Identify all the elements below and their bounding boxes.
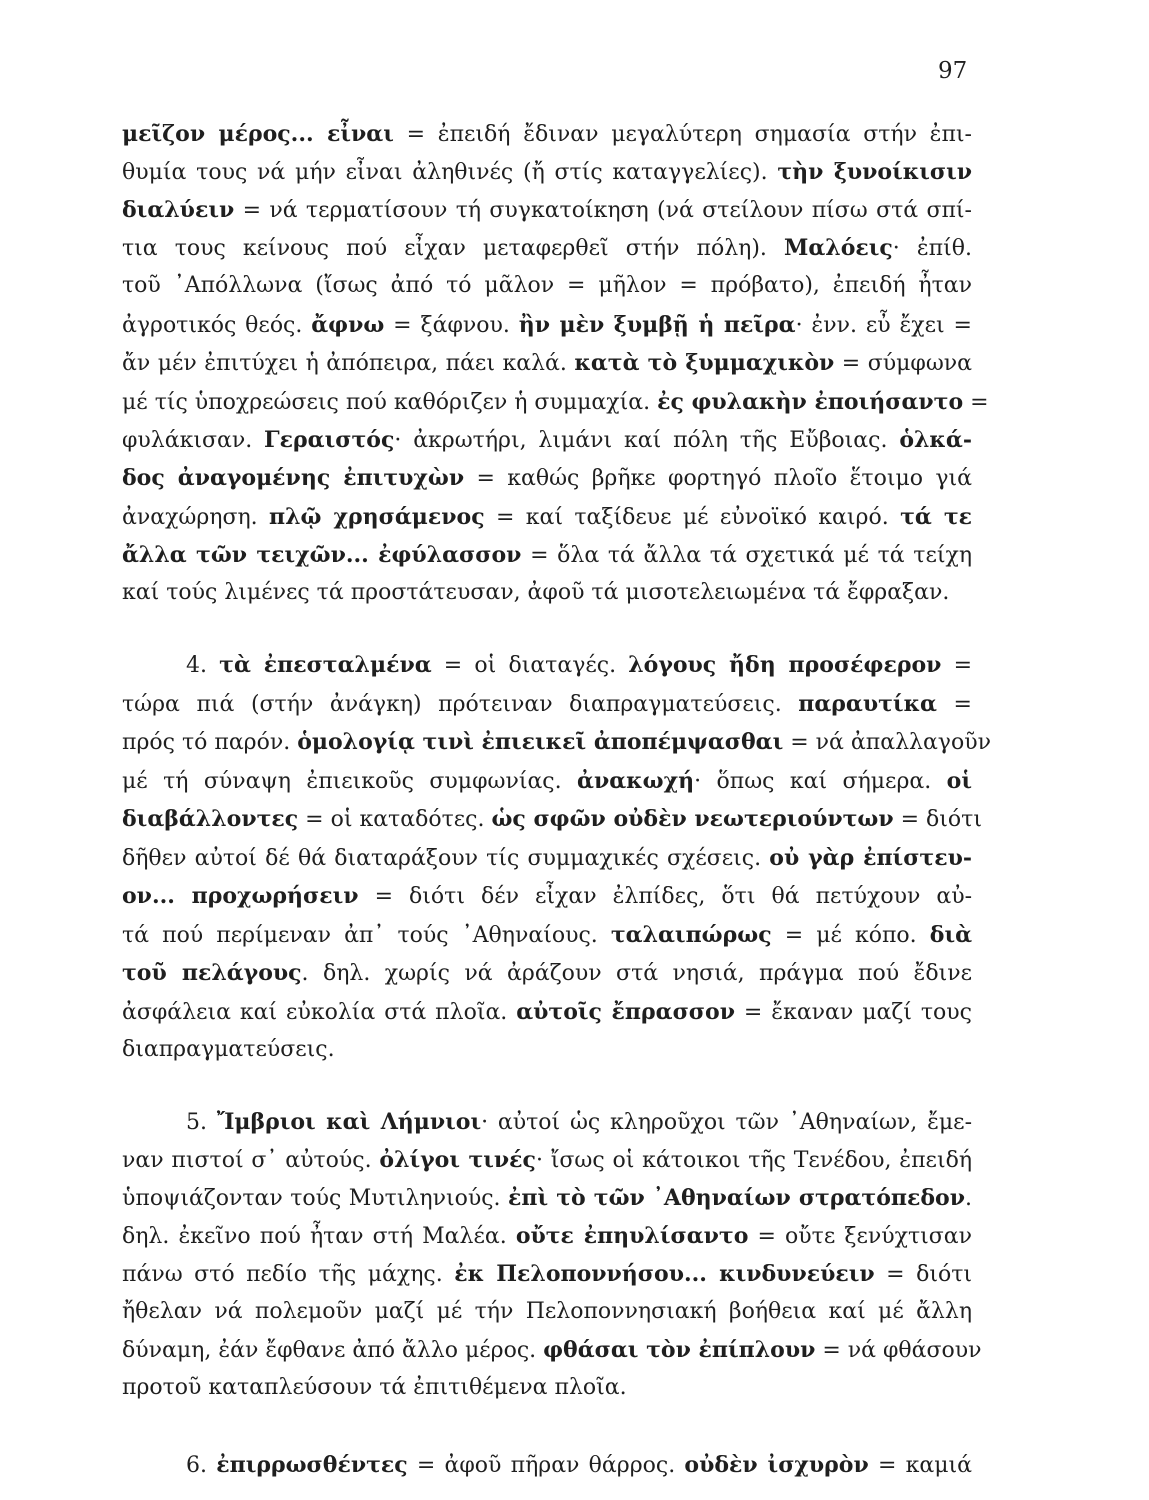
bold-lemma: ὁλκά-	[899, 427, 972, 453]
text-line	[122, 1032, 972, 1068]
bold-lemma: ἀνακωχή	[577, 768, 695, 794]
gloss-text: τοῦ ᾿Απόλλωνα (ἴσως ἀπό τό μᾶλον = μῆλον = πρόβατο), ἐπειδή ἦταν	[122, 273, 972, 298]
gloss-text: = οἱ καταδότες.	[298, 807, 492, 832]
bold-lemma: τὴν ξυνοίκισιν	[777, 159, 972, 185]
gloss-text: · ὅπως καί σήμερα.	[694, 769, 947, 794]
text-line	[122, 724, 991, 760]
gloss-text: πάνω στό πεδίο τῆς μάχης.	[122, 1262, 455, 1287]
text-line	[122, 268, 972, 304]
text-line	[122, 1142, 972, 1178]
bold-lemma: ἄφνω	[311, 312, 385, 338]
gloss-text: θυμία τους νά μήν εἶναι ἀληθινές (ἤ στίς καταγγελίες).	[122, 160, 778, 185]
text-line	[122, 1256, 972, 1292]
gloss-text: δηλ. ἐκεῖνο πού ἦταν στή Μαλέα.	[122, 1224, 516, 1249]
gloss-text: = καί ταξίδευε μέ εὐνοϊκό καιρό.	[484, 505, 901, 530]
gloss-text: = σύμφωνα	[834, 351, 972, 376]
gloss-text: = καθώς βρῆκε φορτηγό πλοῖο ἕτοιμο γιά	[464, 466, 972, 491]
gloss-text: · αὐτοί ὡς κληροῦχοι τῶν ᾿Αθηναίων, ἔμε-	[481, 1110, 973, 1135]
text-line	[122, 460, 972, 496]
gloss-text: δύναμη, ἐάν ἔφθανε ἀπό ἄλλο μέρος.	[122, 1338, 544, 1363]
bold-lemma: λόγους ἤδη προσέφερον	[628, 652, 942, 678]
text-line	[122, 994, 972, 1030]
text-line	[186, 647, 972, 683]
gloss-text: ἄν μέν ἐπιτύχει ἡ ἀπόπειρα, πάει καλά.	[122, 351, 575, 376]
text-line	[122, 1294, 972, 1330]
gloss-text: μέ τή σύναψη ἐπιεικοῦς συμφωνίας.	[122, 769, 578, 794]
gloss-text: = ἔκαναν μαζί τους	[734, 1000, 972, 1025]
bold-lemma: ὀλίγοι τινές	[379, 1147, 536, 1173]
text-line	[122, 230, 972, 266]
gloss-text: πρός τό παρόν.	[122, 730, 298, 755]
text-line	[122, 192, 972, 228]
gloss-text: διαπραγματεύσεις.	[122, 1037, 335, 1062]
bold-lemma: δος ἀναγομένης ἐπιτυχὼν	[122, 465, 465, 491]
text-line	[122, 345, 972, 381]
text-line	[122, 763, 972, 799]
gloss-text: = διότι	[893, 807, 982, 832]
text-line	[186, 1104, 972, 1140]
gloss-text: ἀγροτικός θεός.	[122, 313, 312, 338]
bold-lemma: ἄλλα τῶν τειχῶν... ἐφύλασσον	[122, 542, 522, 568]
bold-lemma: ον... προχωρήσειν	[122, 883, 359, 909]
bold-lemma: Μαλόεις	[784, 235, 893, 261]
gloss-text: · ἀκρωτήρι, λιμάνι καί πόλη τῆς Εὔβοιας.	[394, 428, 900, 453]
bold-lemma: τοῦ πελάγους	[122, 960, 302, 986]
bold-lemma: ἢν μὲν ξυμβῇ ἡ πεῖρα	[518, 312, 796, 338]
gloss-text: τά πού περίμεναν ἀπ᾿ τούς ᾿Αθηναίους.	[122, 923, 611, 948]
bold-lemma: οὐ γὰρ ἐπίστευ-	[769, 845, 972, 871]
bold-lemma: μεῖζον μέρος... εἶναι	[122, 121, 394, 147]
bold-lemma: οὐδὲν ἰσχυρὸν	[684, 1452, 869, 1478]
gloss-text: = ἀφοῦ πῆραν θάρρος.	[407, 1453, 685, 1478]
gloss-text: =	[963, 390, 989, 415]
gloss-text: · ἐπίθ.	[892, 236, 972, 261]
gloss-text: τια τους κείνους πού εἶχαν μεταφερθεῖ στήν πόλη).	[122, 236, 784, 261]
bold-lemma: πλῷ χρησάμενος	[269, 504, 485, 530]
bold-lemma: φθάσαι τὸν ἐπίπλουν	[543, 1337, 816, 1363]
text-line	[122, 801, 982, 837]
bold-lemma: ταλαιπώρως	[610, 922, 772, 948]
bold-lemma: οὔτε ἐπηυλίσαντο	[515, 1223, 749, 1249]
text-line	[122, 878, 972, 914]
gloss-text: =	[941, 653, 973, 678]
bold-lemma: τὰ ἐπεσταλμένα	[219, 652, 432, 678]
gloss-text: · ἴσως οἱ κάτοικοι τῆς Τενέδου, ἐπειδή	[535, 1148, 972, 1173]
gloss-text: = οἱ διαταγές.	[431, 653, 629, 678]
text-line	[122, 154, 972, 190]
bold-lemma: αὐτοῖς ἔπρασσον	[516, 999, 735, 1025]
text-line	[122, 686, 972, 722]
gloss-text: καί τούς λιμένες τά προστάτευσαν, ἀφοῦ τά μισοτελειωμένα τά ἔφραξαν.	[122, 580, 950, 605]
bold-lemma: ἐπιρρωσθέντες	[216, 1452, 408, 1478]
gloss-text: =	[937, 692, 972, 717]
gloss-text: = μέ κόπο.	[771, 923, 930, 948]
bold-lemma: Γεραιστός	[264, 427, 395, 453]
text-line	[122, 1180, 972, 1216]
gloss-text: = καμιά	[868, 1453, 972, 1478]
gloss-text: ἀναχώρηση.	[122, 505, 270, 530]
bold-lemma: οἱ	[946, 768, 972, 794]
bold-lemma: διαλύειν	[122, 197, 235, 223]
bold-lemma: ἐπὶ τὸ τῶν ᾿Αθηναίων στρατόπεδον	[507, 1185, 965, 1211]
bold-lemma: ὁμολογίᾳ τινὶ ἐπιεικεῖ ἀποπέμψασθαι	[297, 729, 784, 755]
gloss-text: = νά φθάσουν	[815, 1338, 982, 1363]
gloss-text: = νά ἀπαλλαγοῦν	[783, 730, 991, 755]
text-line	[186, 1447, 972, 1483]
gloss-text: = οὔτε ξενύχτισαν	[748, 1224, 972, 1249]
gloss-text: μέ τίς ὑποχρεώσεις πού καθόριζεν ἡ συμμαχία.	[122, 390, 658, 415]
bold-lemma: διαβάλλοντες	[122, 806, 299, 832]
text-line	[122, 1332, 982, 1368]
text-line	[122, 116, 972, 152]
text-line	[122, 917, 972, 953]
gloss-text: ἀσφάλεια καί εὐκολία στά πλοῖα.	[122, 1000, 517, 1025]
text-line	[122, 537, 972, 573]
gloss-text: = ἐπειδή ἔδιναν μεγαλύτερη σημασία στήν ἐπι-	[393, 122, 972, 147]
bold-lemma: τά τε	[900, 504, 972, 530]
bold-lemma: κατὰ τὸ ξυμμαχικὸν	[574, 350, 835, 376]
bold-lemma: παραυτίκα	[798, 691, 937, 717]
gloss-text: προτοῦ καταπλεύσουν τά ἐπιτιθέμενα πλοῖα.	[122, 1375, 627, 1400]
text-line	[122, 384, 989, 420]
gloss-text: = ὅλα τά ἄλλα τά σχετικά μέ τά τείχη	[521, 543, 972, 568]
bold-lemma: ἐς φυλακὴν ἐποιήσαντο	[657, 389, 964, 415]
gloss-text: = διότι	[874, 1262, 972, 1287]
bold-lemma: ἐκ Πελοποννήσου... κινδυνεύειν	[454, 1261, 875, 1287]
gloss-text: ὑποψιάζονταν τούς Μυτιληνιούς.	[122, 1186, 508, 1211]
bold-lemma: Ἴμβριοι καὶ Λήμνιοι	[216, 1109, 482, 1135]
gloss-text: · ἐνν. εὖ ἔχει =	[795, 313, 972, 338]
gloss-text: 4.	[186, 653, 220, 678]
text-line	[122, 307, 972, 343]
page-number: 97	[938, 58, 968, 84]
text-line	[122, 575, 972, 611]
gloss-text: τώρα πιά (στήν ἀνάγκη) πρότειναν διαπραγματεύσεις.	[122, 692, 799, 717]
gloss-text: 6.	[186, 1453, 217, 1478]
gloss-text: ναν πιστοί σ᾿ αὐτούς.	[122, 1148, 380, 1173]
bold-lemma: διὰ	[929, 922, 973, 948]
gloss-text: = ξάφνου.	[384, 313, 519, 338]
gloss-text: = νά τερματίσουν τή συγκατοίκηση (νά στείλουν πίσω στά σπί-	[234, 198, 972, 223]
bold-lemma: ὡς σφῶν οὐδὲν νεωτεριούντων	[491, 806, 894, 832]
gloss-text: δῆθεν αὐτοί δέ θά διαταράξουν τίς συμμαχικές σχέσεις.	[122, 846, 770, 871]
gloss-text: .	[964, 1186, 972, 1211]
gloss-text: = διότι δέν εἶχαν ἐλπίδες, ὅτι θά πετύχουν αὐ-	[358, 884, 972, 909]
gloss-text: φυλάκισαν.	[122, 428, 265, 453]
text-line	[122, 1218, 972, 1254]
text-line	[122, 955, 972, 991]
gloss-text: 5.	[186, 1110, 217, 1135]
text-line	[122, 1370, 972, 1406]
gloss-text: ἤθελαν νά πολεμοῦν μαζί μέ τήν Πελοποννησιακή βοήθεια καί μέ ἄλλη	[122, 1299, 972, 1324]
text-line	[122, 840, 972, 876]
text-line	[122, 422, 972, 458]
text-line	[122, 499, 972, 535]
gloss-text: . δηλ. χωρίς νά ἀράζουν στά νησιά, πράγμα πού ἔδινε	[301, 961, 972, 986]
